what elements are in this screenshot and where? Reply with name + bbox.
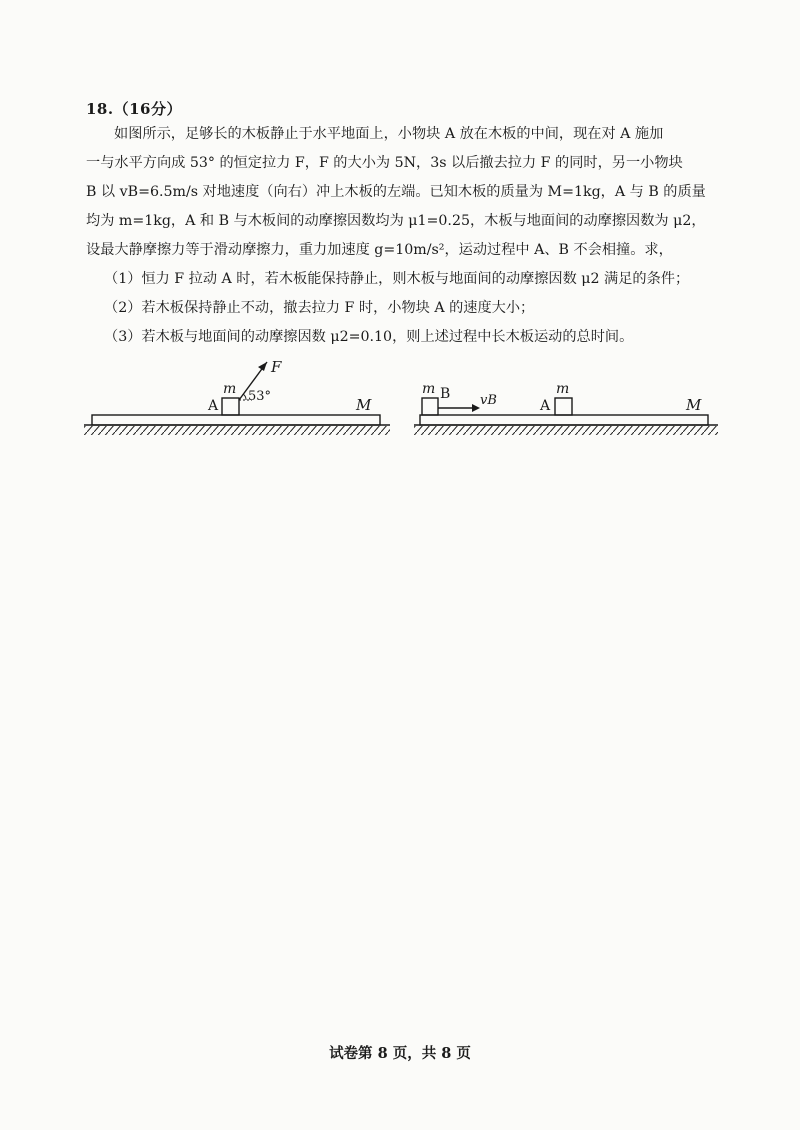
angle-arc xyxy=(243,394,246,400)
block-b-label: B xyxy=(440,386,451,402)
question-text-line-2: 一与水平方向成 53° 的恒定拉力 F，F 的大小为 5N，3s 以后撤去拉力 F 的同时，另一小物块 xyxy=(86,155,683,171)
block-a-label: A xyxy=(540,398,551,414)
mass-label-b: m xyxy=(422,381,436,397)
mass-label: m xyxy=(223,381,237,397)
board-label: M xyxy=(356,396,372,414)
subquestion-3: （3）若木板与地面间的动摩擦因数 μ2=0.10，则上述过程中长木板运动的总时间。 xyxy=(104,329,634,345)
velocity-label: vB xyxy=(480,393,497,408)
block-a xyxy=(222,398,239,415)
angle-label: 53° xyxy=(248,389,272,404)
subquestion-2: （2）若木板保持静止不动，撤去拉力 F 时，小物块 A 的速度大小； xyxy=(104,300,535,316)
board xyxy=(92,415,380,425)
question-text-line-4: 均为 m=1kg，A 和 B 与木板间的动摩擦因数均为 μ1=0.25，木板与地面间的动摩擦因数为 μ2， xyxy=(86,213,706,229)
question-number: 18.（16分） xyxy=(86,100,182,118)
figure-left xyxy=(80,352,400,442)
question-text-line-5: 设最大静摩擦力等于滑动摩擦力，重力加速度 g=10m/s²，运动过程中 A、B 不会相撞。求， xyxy=(86,242,673,258)
ground-hatch xyxy=(414,426,718,435)
board-label: M xyxy=(686,396,702,414)
block-label: A xyxy=(208,398,219,414)
block-b xyxy=(422,398,438,415)
board xyxy=(420,415,708,425)
velocity-arrow-head xyxy=(472,404,480,412)
mass-label-a: m xyxy=(556,381,570,397)
ground-hatch xyxy=(84,426,390,435)
figure-right xyxy=(410,352,725,442)
force-label: F xyxy=(271,358,282,376)
page-footer: 试卷第 8 页，共 8 页 xyxy=(329,1045,471,1062)
question-text-line-3: B 以 vB=6.5m/s 对地速度（向右）冲上木板的左端。已知木板的质量为 M=1kg，A 与 B 的质量 xyxy=(86,184,706,200)
subquestion-1: （1）恒力 F 拉动 A 时，若木板能保持静止，则木板与地面间的动摩擦因数 μ2 满足的条件； xyxy=(104,271,690,287)
block-a xyxy=(555,398,572,415)
question-text-line-1: 如图所示，足够长的木板静止于水平地面上，小物块 A 放在木板的中间，现在对 A 施加 xyxy=(114,126,664,142)
force-arrow-head xyxy=(258,362,267,371)
